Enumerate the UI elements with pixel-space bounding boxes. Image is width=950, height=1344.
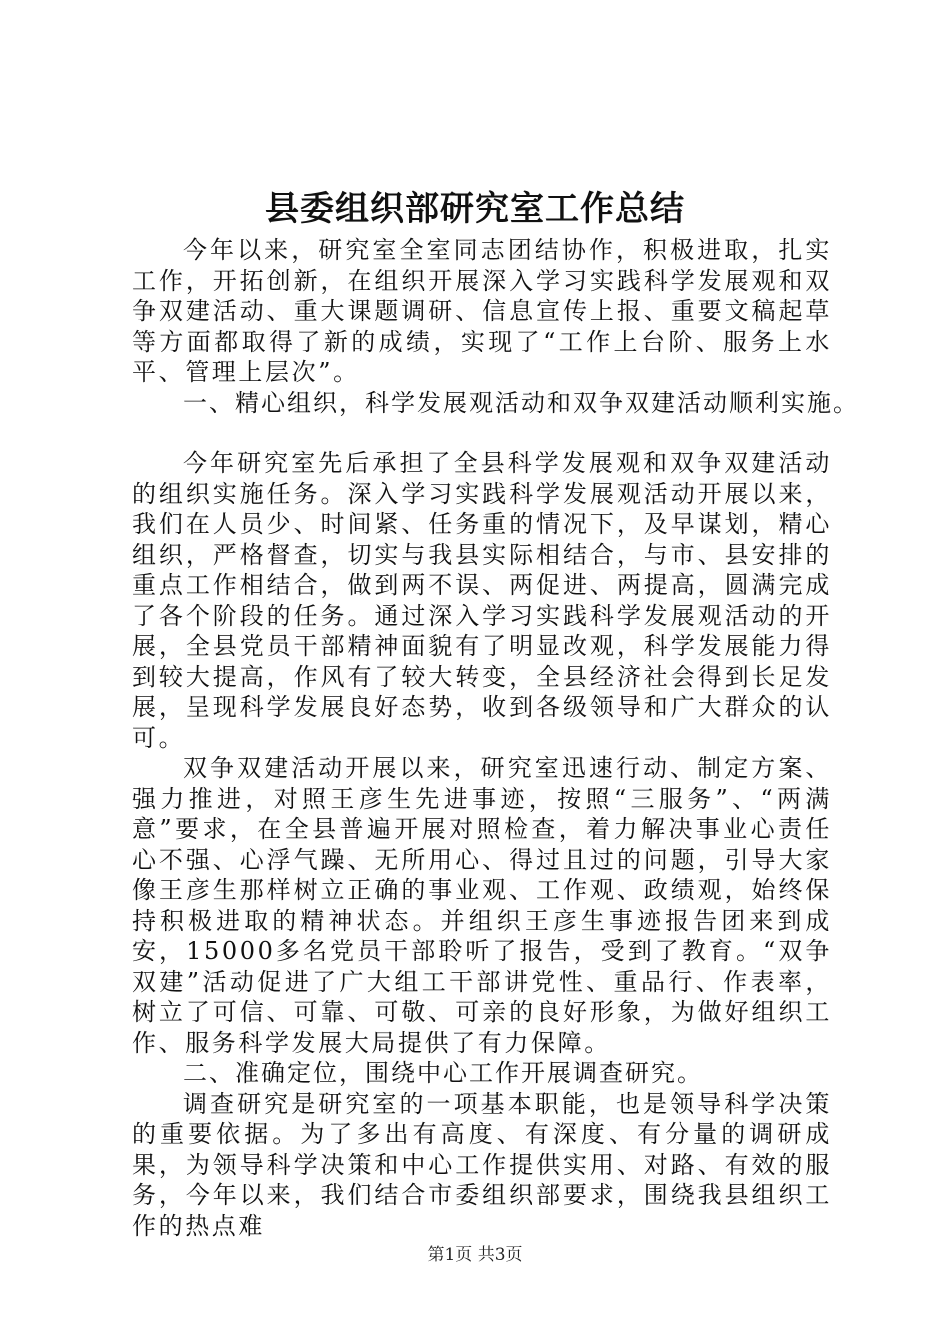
paragraph-section-2-a: 调查研究是研究室的一项基本职能，也是领导科学决策的重要依据。为了多出有高度、有深度、有分量的调研成果，为领导科学决策和中心工作提供实用、对路、有效的服务，今年以来，我们结合市委组织部要求，围绕我县组织工作的热点难 [132,1089,832,1240]
paragraph-intro: 今年以来，研究室全室同志团结协作，积极进取，扎实工作，开拓创新，在组织开展深入学习实践科学发展观和双争双建活动、重大课题调研、信息宣传上报、重要文稿起草等方面都取得了新的成绩，实现了“工作上台阶、服务上水平、管理上层次”。 [132,236,832,386]
paragraph-section-1-a: 今年研究室先后承担了全县科学发展观和双争双建活动的组织实施任务。深入学习实践科学发展观活动开展以来，我们在人员少、时间紧、任务重的情况下，及早谋划，精心组织，严格督查，切实与我县实际相结合，与市、县安排的重点工作相结合，做到两不误、两促进、两提高，圆满完成了各个阶段的任务。通过深入学习实践科学发展观活动的开展，全县党员干部精神面貌有了明显改观，科学发展能力得到较大提高，作风有了较大转变，全县经济社会得到长足发展，呈现科学发展良好态势，收到各级领导和广大群众的认可。 [132,449,832,752]
section-heading-1: 一、精心组织，科学发展观活动和双争双建活动顺利实施。 [183,388,859,417]
document-title: 县委组织部研究室工作总结 [265,189,685,229]
section-heading-2: 二、准确定位，围绕中心工作开展调查研究。 [183,1059,703,1087]
page-number-footer: 第1页 共3页 [427,1245,523,1265]
document-body [132,235,859,1241]
paragraph-section-1-b: 双争双建活动开展以来，研究室迅速行动、制定方案、强力推进，对照王彦生先进事迹，按照“三服务”、“两满意”要求，在全县普遍开展对照检查，着力解决事业心责任心不强、心浮气躁、无所用心、得过且过的问题，引导大家像王彦生那样树立正确的事业观、工作观、政绩观，始终保持积极进取的精神状态。并组织王彦生事迹报告团来到成安，15000多名党员干部聆听了报告，受到了教育。“双争双建”活动促进了广大组工干部讲党性、重品行、作表率，树立了可信、可靠、可敬、可亲的良好形象，为做好组织工作、服务科学发展大局提供了有力保障。 [132,754,832,1057]
